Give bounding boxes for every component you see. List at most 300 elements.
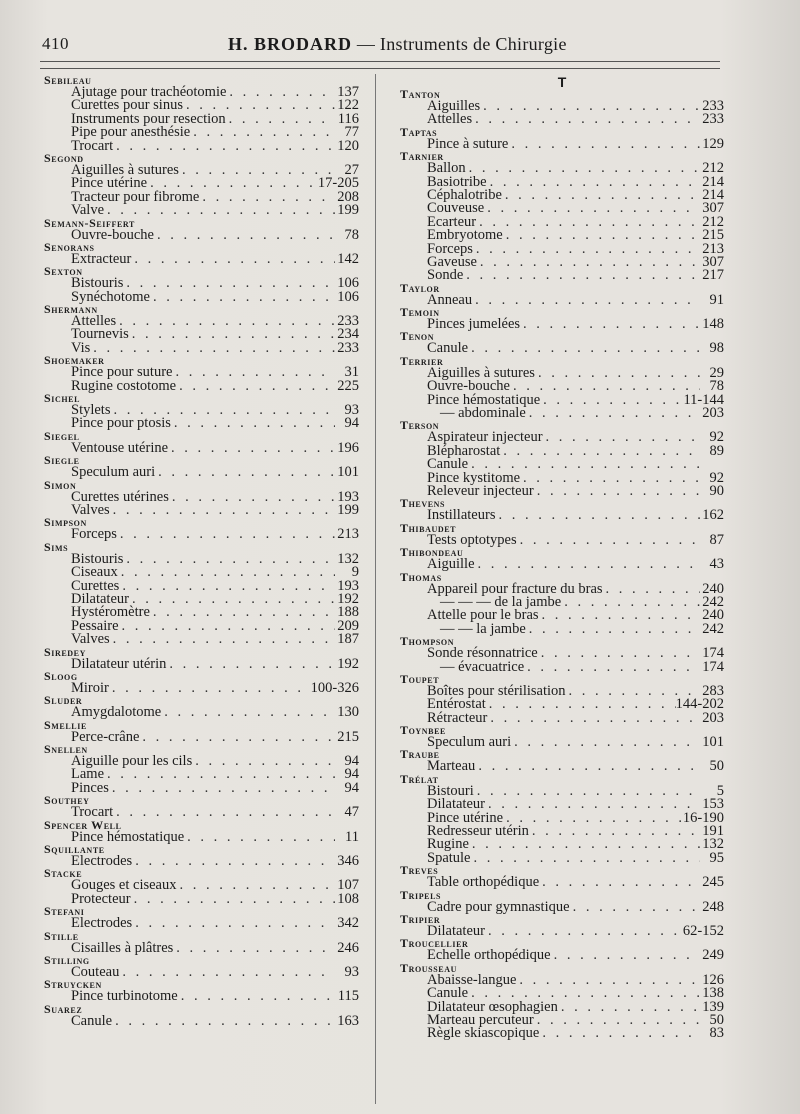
instrument-name: Valve bbox=[71, 202, 105, 219]
dot-leader bbox=[199, 191, 335, 204]
dot-leader bbox=[534, 485, 700, 498]
maker-name: Thompson bbox=[400, 634, 455, 649]
index-group bbox=[400, 636, 724, 674]
page-reference: 240 bbox=[702, 580, 724, 597]
dot-leader bbox=[178, 990, 335, 1003]
instrument-name: Vis bbox=[71, 339, 91, 356]
page-reference: 162 bbox=[702, 507, 724, 524]
page-reference: 31 bbox=[344, 364, 359, 381]
page-reference: 199 bbox=[337, 202, 359, 219]
index-group bbox=[44, 644, 361, 672]
instrument-name: Aspirateur injecteur bbox=[427, 429, 543, 446]
instrument-name: Attelle pour le bras bbox=[427, 607, 539, 624]
dot-leader bbox=[535, 367, 700, 380]
index-group bbox=[44, 150, 361, 219]
maker-name: Smellie bbox=[44, 717, 87, 732]
index-group bbox=[400, 498, 724, 522]
index-group bbox=[44, 428, 361, 456]
page-reference: 138 bbox=[702, 985, 724, 1002]
maker-name: Stefani bbox=[44, 904, 85, 919]
maker-name: Thevens bbox=[400, 496, 446, 511]
page-reference: 153 bbox=[702, 796, 724, 813]
maker-name: Spencer Well bbox=[44, 817, 122, 832]
page-reference: 78 bbox=[344, 226, 359, 243]
instrument-name: Attelles bbox=[71, 313, 117, 330]
instrument-name: Synéchotome bbox=[71, 288, 150, 305]
dot-leader bbox=[538, 647, 700, 660]
page-reference: 120 bbox=[337, 137, 359, 154]
maker-name: Sluder bbox=[44, 693, 83, 708]
maker-name: Sloog bbox=[44, 668, 78, 683]
maker-name: Sexton bbox=[44, 264, 83, 279]
dot-leader bbox=[502, 189, 700, 202]
maker-name: Shermann bbox=[44, 302, 98, 317]
index-entry bbox=[44, 655, 361, 672]
instrument-name: Redresseur utérin bbox=[427, 823, 529, 840]
instrument-name: — — — de la jambe bbox=[440, 593, 562, 610]
maker-name: Toynbee bbox=[400, 723, 446, 738]
page-reference: 50 bbox=[709, 758, 724, 775]
maker-name: Taylor bbox=[400, 280, 440, 295]
index-entry bbox=[44, 417, 361, 430]
instrument-name: Pessaire bbox=[71, 617, 119, 634]
index-entry bbox=[44, 917, 361, 930]
index-entry bbox=[400, 482, 724, 499]
index-group bbox=[400, 887, 724, 915]
dot-leader bbox=[184, 831, 335, 844]
maker-name: Trousseau bbox=[400, 960, 457, 975]
index-group bbox=[44, 744, 361, 795]
instrument-name: Dilatateur bbox=[71, 590, 129, 607]
instrument-name: Bistouris bbox=[71, 550, 124, 567]
page-reference: 16-190 bbox=[682, 809, 724, 826]
instrument-name: Pince utérine bbox=[427, 809, 504, 826]
dot-leader bbox=[484, 202, 700, 215]
instrument-name: Embryotome bbox=[427, 227, 503, 244]
page-reference: 192 bbox=[337, 655, 359, 672]
index-group bbox=[44, 304, 361, 355]
instrument-name: Echelle orthopédique bbox=[427, 947, 551, 964]
dot-leader bbox=[500, 445, 700, 458]
index-group bbox=[400, 911, 724, 939]
instrument-name: Curettes bbox=[71, 577, 120, 594]
instrument-name: Valves bbox=[71, 631, 110, 648]
index-entry bbox=[44, 706, 361, 719]
instrument-name: Ventouse utérine bbox=[71, 439, 169, 456]
maker-name: Trélat bbox=[400, 771, 439, 786]
maker-name: Siegel bbox=[44, 428, 80, 443]
dot-leader bbox=[539, 609, 700, 622]
instrument-name: Extracteur bbox=[71, 250, 132, 267]
maker-name: Shoemaker bbox=[44, 353, 105, 368]
maker-name: Terrier bbox=[400, 353, 444, 368]
dot-leader bbox=[104, 204, 335, 217]
instrument-name: Speculum auri bbox=[71, 464, 156, 481]
index-group bbox=[44, 695, 361, 719]
index-group bbox=[400, 353, 724, 422]
page-reference: 93 bbox=[344, 963, 359, 980]
index-entry bbox=[44, 439, 361, 456]
dot-leader bbox=[139, 731, 335, 744]
instrument-name: Céphalotribe bbox=[427, 186, 502, 203]
dot-leader bbox=[166, 658, 335, 671]
instrument-name: Ajutage pour trachéotomie bbox=[71, 84, 227, 100]
page-reference: 307 bbox=[702, 200, 724, 217]
index-entry bbox=[400, 113, 724, 126]
page-reference: 213 bbox=[702, 240, 724, 257]
dot-leader bbox=[131, 253, 335, 266]
index-group bbox=[400, 938, 724, 962]
instrument-name: Ecarteur bbox=[427, 213, 477, 230]
index-entry bbox=[44, 137, 361, 154]
page-reference: 62-152 bbox=[682, 922, 724, 939]
page-reference: 193 bbox=[337, 488, 359, 505]
instrument-name: Dilatateur bbox=[427, 796, 485, 813]
instrument-name: Canule bbox=[71, 1012, 113, 1029]
instrument-name: Rugine costotome bbox=[71, 377, 177, 394]
dot-leader bbox=[172, 366, 335, 379]
instrument-name: Amygdalotome bbox=[71, 704, 162, 721]
instrument-name: Tracteur pour fibrome bbox=[71, 188, 200, 205]
index-group bbox=[44, 355, 361, 393]
instrument-name: Marteau bbox=[427, 758, 476, 775]
dot-leader bbox=[473, 243, 700, 256]
page-reference: 83 bbox=[709, 1025, 724, 1042]
index-column-left bbox=[44, 75, 361, 1028]
index-group bbox=[400, 280, 724, 308]
page-reference: 5 bbox=[716, 782, 724, 799]
page-reference: 139 bbox=[702, 998, 724, 1015]
instrument-name: Aiguilles à sutures bbox=[71, 161, 179, 178]
instrument-name: Spatule bbox=[427, 849, 471, 866]
dot-leader bbox=[109, 682, 311, 695]
page-reference: 95 bbox=[709, 849, 724, 866]
maker-name: Tripier bbox=[400, 911, 441, 926]
instrument-name: Electrodes bbox=[71, 853, 133, 870]
dot-leader bbox=[112, 1015, 335, 1028]
index-entry bbox=[400, 407, 724, 420]
dot-leader bbox=[110, 633, 335, 646]
instrument-name: Pince kystitome bbox=[427, 469, 521, 486]
dot-leader bbox=[177, 879, 336, 892]
page-reference: 203 bbox=[702, 405, 724, 422]
index-group bbox=[44, 795, 361, 819]
index-entry bbox=[400, 898, 724, 915]
index-group bbox=[400, 151, 724, 283]
dot-leader bbox=[119, 620, 335, 633]
instrument-name: Table orthopédique bbox=[427, 874, 540, 891]
maker-name: Thibaudet bbox=[400, 520, 457, 535]
dot-leader bbox=[561, 596, 700, 609]
index-entry bbox=[400, 876, 724, 889]
dot-leader bbox=[477, 256, 700, 269]
page-reference: 43 bbox=[709, 556, 724, 573]
page-reference: 11 bbox=[345, 828, 359, 845]
instrument-name: Canule bbox=[427, 985, 469, 1002]
dot-leader bbox=[469, 838, 700, 851]
instrument-name: Blépharostat bbox=[427, 442, 501, 459]
maker-name: Traube bbox=[400, 747, 440, 762]
instrument-name: Sonde résonnatrice bbox=[427, 645, 538, 662]
instrument-name: Tournevis bbox=[71, 326, 129, 343]
instrument-name: Forceps bbox=[71, 526, 117, 543]
letter-heading: T bbox=[557, 74, 567, 90]
page-reference: 346 bbox=[337, 853, 359, 870]
page-reference: 130 bbox=[337, 704, 359, 721]
index-column-right bbox=[400, 75, 724, 1041]
index-group bbox=[44, 817, 361, 845]
dot-leader bbox=[192, 755, 335, 768]
maker-name: Southey bbox=[44, 793, 90, 808]
dot-leader bbox=[118, 566, 335, 579]
maker-name: Suarez bbox=[44, 1001, 83, 1016]
maker-name: Thomas bbox=[400, 569, 442, 584]
maker-name: Semann-Seiffert bbox=[44, 215, 135, 230]
dot-leader bbox=[226, 113, 335, 126]
instrument-name: Canule bbox=[427, 456, 469, 473]
index-group bbox=[400, 960, 724, 1042]
page-reference: 90 bbox=[709, 482, 724, 499]
dot-leader bbox=[179, 164, 335, 177]
instrument-name: Pince à suture bbox=[427, 135, 509, 152]
instrument-name: Ouvre-bouche bbox=[427, 378, 510, 395]
page-reference: 93 bbox=[344, 402, 359, 419]
index-group bbox=[44, 906, 361, 930]
page-reference: 132 bbox=[702, 836, 724, 853]
maker-name: Squillante bbox=[44, 842, 105, 857]
index-group bbox=[44, 215, 361, 243]
maker-name: Tarnier bbox=[400, 149, 444, 164]
instrument-name: Electrodes bbox=[71, 915, 133, 932]
dot-leader bbox=[475, 760, 700, 773]
instrument-name: Gaveuse bbox=[427, 253, 477, 270]
dot-leader bbox=[551, 949, 700, 962]
index-group bbox=[44, 1001, 361, 1029]
instrument-name: Protecteur bbox=[71, 890, 131, 907]
dot-leader bbox=[508, 138, 700, 151]
index-group bbox=[400, 89, 724, 127]
page-reference: 101 bbox=[702, 734, 724, 751]
page-reference: 77 bbox=[344, 124, 359, 141]
page-reference: 215 bbox=[337, 728, 359, 745]
dot-leader bbox=[116, 315, 335, 328]
page-reference: 233 bbox=[337, 339, 359, 356]
index-group bbox=[44, 239, 361, 267]
page-reference: 242 bbox=[702, 620, 724, 637]
maker-name: Stille bbox=[44, 928, 79, 943]
dot-leader bbox=[169, 491, 335, 504]
page-header bbox=[40, 34, 730, 60]
maker-name: Sebileau bbox=[44, 73, 92, 87]
page-reference: 196 bbox=[337, 439, 359, 456]
dot-leader bbox=[468, 342, 700, 355]
index-entry bbox=[400, 709, 724, 726]
instrument-name: Pince pour ptosis bbox=[71, 415, 171, 432]
dot-leader bbox=[463, 269, 700, 282]
page-reference: 106 bbox=[337, 275, 359, 292]
index-entry bbox=[44, 501, 361, 518]
instrument-name: Aiguille pour les cils bbox=[71, 753, 193, 770]
page-reference: 101 bbox=[337, 464, 359, 481]
page-reference: 11-144 bbox=[683, 391, 724, 408]
dot-leader bbox=[517, 534, 700, 547]
page-reference: 203 bbox=[702, 709, 724, 726]
instrument-name: Trocart bbox=[71, 804, 114, 821]
page-reference: 248 bbox=[702, 898, 724, 915]
page-reference: 126 bbox=[702, 971, 724, 988]
index-entry bbox=[400, 558, 724, 571]
dot-leader bbox=[132, 917, 335, 930]
index-group bbox=[44, 979, 361, 1003]
instrument-name: — — la jambe bbox=[440, 620, 526, 637]
index-entry bbox=[400, 760, 724, 773]
dot-leader bbox=[150, 291, 335, 304]
dot-leader bbox=[129, 593, 335, 606]
page-reference: 307 bbox=[702, 253, 724, 270]
dot-leader bbox=[171, 417, 335, 430]
page-reference: 225 bbox=[337, 377, 359, 394]
page-reference: 106 bbox=[337, 288, 359, 305]
instrument-name: Sonde bbox=[427, 267, 464, 284]
page-reference: 47 bbox=[344, 804, 359, 821]
page-reference: 246 bbox=[337, 939, 359, 956]
maker-name: Struycken bbox=[44, 977, 102, 992]
index-group bbox=[400, 771, 724, 866]
index-group bbox=[400, 569, 724, 637]
maker-name: Tenon bbox=[400, 329, 435, 344]
dot-leader bbox=[516, 974, 700, 987]
page-reference: 100-326 bbox=[310, 679, 359, 696]
instrument-name: Attelles bbox=[427, 111, 473, 128]
maker-name: Snellen bbox=[44, 742, 88, 757]
instrument-name: Abaisse-langue bbox=[427, 971, 517, 988]
dot-leader bbox=[570, 901, 700, 914]
index-entry bbox=[44, 466, 361, 479]
index-group bbox=[400, 124, 724, 152]
page-number: 410 bbox=[42, 34, 69, 53]
dot-leader bbox=[90, 342, 335, 355]
page-reference: 283 bbox=[702, 682, 724, 699]
dot-leader bbox=[534, 1014, 700, 1027]
dot-leader bbox=[119, 966, 335, 979]
instrument-name: Rugine bbox=[427, 836, 469, 853]
instrument-name: Couveuse bbox=[427, 200, 485, 217]
maker-name: Toupet bbox=[400, 671, 440, 686]
instrument-name: Rétracteur bbox=[427, 709, 488, 726]
page-reference: 89 bbox=[709, 442, 724, 459]
index-group bbox=[400, 420, 724, 498]
book-title: — Instruments de Chirurgie bbox=[356, 34, 567, 54]
page-reference: 116 bbox=[337, 110, 359, 127]
maker-name: Simon bbox=[44, 477, 77, 492]
page-reference: 115 bbox=[337, 988, 359, 1005]
instrument-name: Miroir bbox=[71, 679, 109, 696]
maker-name: Treves bbox=[400, 863, 439, 878]
instrument-name: Pince turbinotome bbox=[71, 988, 178, 1005]
page-reference: 187 bbox=[337, 631, 359, 648]
dot-leader bbox=[474, 785, 700, 798]
page-reference: 92 bbox=[709, 429, 724, 446]
index-entry bbox=[400, 1027, 724, 1040]
index-group bbox=[44, 393, 361, 431]
page-reference: 214 bbox=[702, 173, 724, 190]
dot-leader bbox=[150, 606, 335, 619]
maker-name: Simpson bbox=[44, 515, 87, 530]
dot-leader bbox=[173, 942, 335, 955]
instrument-name: Règle skiascopique bbox=[427, 1025, 540, 1042]
index-entry bbox=[44, 528, 361, 541]
instrument-name: Anneau bbox=[427, 291, 473, 308]
instrument-name: Pipe pour anesthésie bbox=[71, 124, 191, 141]
instrument-name: Pince pour suture bbox=[71, 364, 173, 381]
page-reference: 192 bbox=[337, 590, 359, 607]
index-entry bbox=[400, 342, 724, 355]
instrument-name: Pince hémostatique bbox=[427, 391, 541, 408]
dot-leader bbox=[123, 553, 335, 566]
dot-leader bbox=[539, 1027, 700, 1040]
dot-leader bbox=[472, 113, 700, 126]
instrument-name: Forceps bbox=[427, 240, 473, 257]
page-reference: 107 bbox=[337, 877, 359, 894]
instrument-name: Lame bbox=[71, 766, 105, 783]
page-reference: 122 bbox=[337, 97, 359, 114]
maker-name: Stilling bbox=[44, 952, 90, 967]
dot-leader bbox=[603, 583, 700, 596]
page-reference: 94 bbox=[344, 753, 359, 770]
dot-leader bbox=[511, 736, 700, 749]
dot-leader bbox=[486, 698, 676, 711]
dot-leader bbox=[119, 580, 335, 593]
dot-leader bbox=[471, 852, 701, 865]
instrument-name: Speculum auri bbox=[427, 734, 512, 751]
page-reference: 78 bbox=[709, 378, 724, 395]
instrument-name: Curettes utérines bbox=[71, 488, 169, 505]
page-reference: 217 bbox=[702, 267, 724, 284]
column-divider bbox=[375, 74, 376, 1104]
page-reference: 199 bbox=[337, 501, 359, 518]
index-group bbox=[44, 266, 361, 304]
index-group bbox=[400, 725, 724, 749]
page-reference: 144-202 bbox=[675, 696, 724, 713]
dot-leader bbox=[161, 706, 335, 719]
page-reference: 240 bbox=[702, 607, 724, 624]
index-entry bbox=[44, 890, 361, 907]
index-group bbox=[44, 844, 361, 868]
maker-name: Taptas bbox=[400, 124, 438, 139]
instrument-name: Gouges et ciseaux bbox=[71, 877, 177, 894]
dot-leader bbox=[526, 623, 700, 636]
dot-leader bbox=[529, 825, 700, 838]
dot-leader bbox=[168, 442, 335, 455]
instrument-name: Instruments pour resection bbox=[71, 110, 226, 127]
page-reference: 94 bbox=[344, 415, 359, 432]
instrument-name: Dilatateur utérin bbox=[71, 655, 167, 672]
instrument-name: Pince utérine bbox=[71, 175, 148, 192]
dot-leader bbox=[123, 277, 335, 290]
page-reference: 148 bbox=[702, 316, 724, 333]
instrument-name: Ouvre-bouche bbox=[71, 226, 154, 243]
instrument-name: Pince hémostatique bbox=[71, 828, 185, 845]
dot-leader bbox=[540, 394, 683, 407]
index-entry bbox=[400, 135, 724, 152]
instrument-name: Aiguilles bbox=[427, 98, 481, 114]
instrument-name: Curettes pour sinus bbox=[71, 97, 183, 114]
dot-leader bbox=[524, 661, 700, 674]
page-reference: 212 bbox=[702, 213, 724, 230]
page-reference: 174 bbox=[702, 645, 724, 662]
dot-leader bbox=[110, 504, 335, 517]
maker-name: Siegle bbox=[44, 453, 80, 468]
